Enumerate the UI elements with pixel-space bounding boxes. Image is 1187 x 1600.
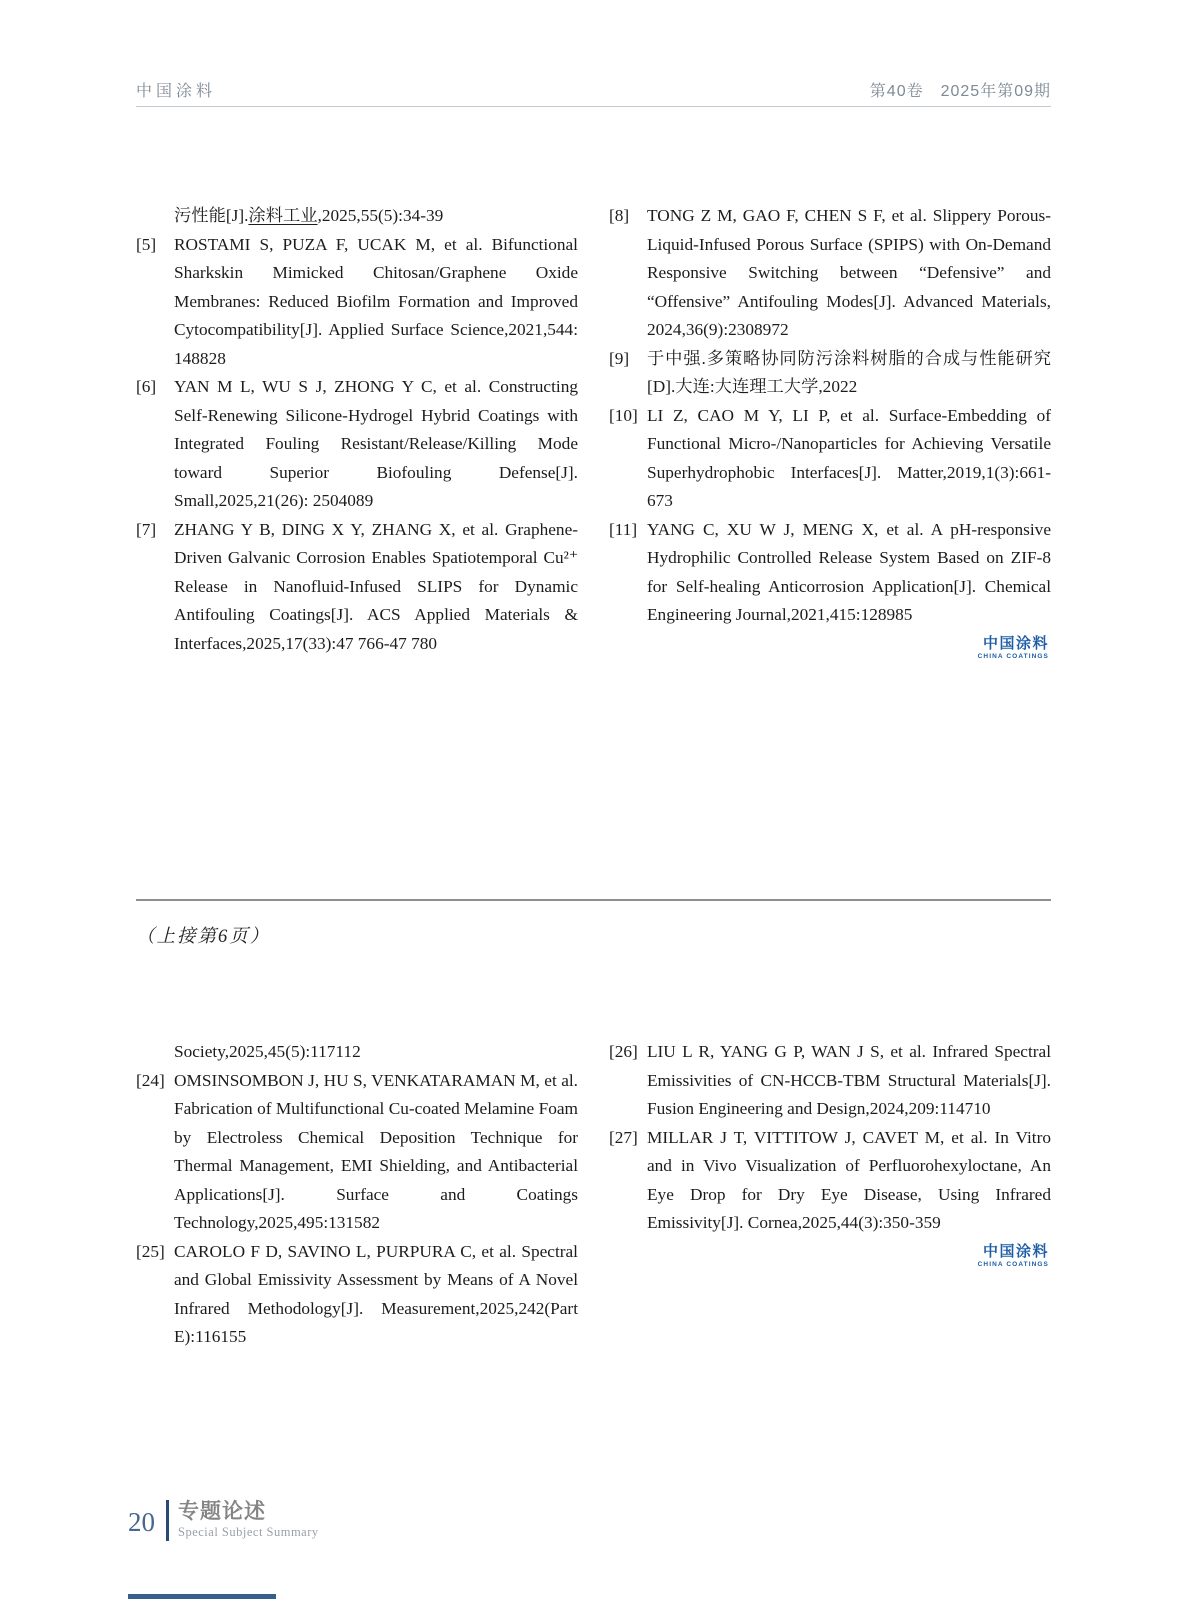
reference-number: [10] xyxy=(609,405,638,425)
logo-zh-text: 中国涂料 xyxy=(982,1242,1049,1260)
reference-item xyxy=(136,231,578,374)
reference-item xyxy=(136,1238,578,1352)
header-rule xyxy=(136,106,1051,107)
reference-number: [6] xyxy=(136,377,157,396)
china-coatings-logo xyxy=(609,635,1051,661)
continued-from-note: （上接第6页） xyxy=(136,927,271,947)
references-column-left xyxy=(136,1038,578,1352)
journal-name: 中国涂料 xyxy=(136,83,217,100)
references-column-right xyxy=(609,202,1051,661)
references-section-top xyxy=(136,202,1051,661)
reference-number: [27] xyxy=(609,1127,638,1147)
continuation-pre: 污性能[J]. xyxy=(174,206,249,225)
page-header xyxy=(136,78,1051,101)
reference-text: ROSTAMI S, PUZA F, UCAK M, et al. Bifunctional Sharkskin Mimicked Chitosan/Graphene Oxide Membranes: Reduced Biofilm Formation and Improved Cytocompatibility[J]. Applied Surface Science,2021,544: 148828 xyxy=(174,234,578,368)
reference-number: [25] xyxy=(136,1241,165,1261)
reference-text: TONG Z M, GAO F, CHEN S F, et al. Slippery Porous-Liquid-Infused Porous Surface (SPIPS) with On-Demand Responsive Switching between “Defensive” and “Offensive” Antifouling Modes[J]. Advanced Materials, 2024,36(9):2308972 xyxy=(647,206,1051,339)
continuation-line: Society,2025,45(5):117112 xyxy=(174,1042,361,1061)
reference-item xyxy=(609,1124,1051,1238)
journal-name-underlined: 涂料工业 xyxy=(248,206,318,225)
continuation-post: ,2025,55(5):34-39 xyxy=(317,206,444,225)
column-title-zh: 专题论述 xyxy=(178,1500,266,1523)
reference-number: [8] xyxy=(609,206,630,225)
reference-text: LIU L R, YANG G P, WAN J S, et al. Infrared Spectral Emissivities of CN-HCCB-TBM Structural Materials[J]. Fusion Engineering and Design,2024,209:114710 xyxy=(647,1042,1051,1118)
references-section-bottom xyxy=(136,1038,1051,1352)
reference-text: MILLAR J T, VITTITOW J, CAVET M, et al. In Vitro and in Vivo Visualization of Perfluorohexyloctane, An Eye Drop for Dry Eye Disease, Using Infrared Emissivity[J]. Cornea,2025,44(3):350-359 xyxy=(647,1127,1051,1232)
reference-number: [5] xyxy=(136,234,157,254)
issue-info: 第40卷 2025年第09期 xyxy=(869,83,1051,100)
reference-number: [26] xyxy=(609,1042,638,1061)
reference-text: LI Z, CAO M Y, LI P, et al. Surface-Embedding of Functional Micro-/Nanoparticles for Achieving Versatile Superhydrophobic Interfaces[J]. Matter,2019,1(3):661-673 xyxy=(647,405,1051,510)
logo-en-text: CHINA COATINGS xyxy=(977,1260,1049,1268)
reference-text: OMSINSOMBON J, HU S, VENKATARAMAN M, et al. Fabrication of Multifunctional Cu-coated Melamine Foam by Electroless Chemical Deposition Technique for Thermal Management, EMI Shielding, and Antibacterial Applications[J]. Surface and Coatings Technology,2025,495:131582 xyxy=(174,1070,578,1232)
column-title-en: Special Subject Summary xyxy=(178,1525,319,1539)
footer-titles xyxy=(178,1500,319,1541)
reference-item xyxy=(609,202,1051,345)
reference-number: [9] xyxy=(609,348,630,368)
references-column-right xyxy=(609,1038,1051,1352)
section-divider xyxy=(136,899,1051,901)
reference-text: YANG C, XU W J, MENG X, et al. A pH-responsive Hydrophilic Controlled Release System Based on ZIF-8 for Self-healing Anticorrosion Application[J]. Chemical Engineering Journal,2021,415:128985 xyxy=(647,519,1051,624)
reference-number: [24] xyxy=(136,1070,165,1090)
reference-text: CAROLO F D, SAVINO L, PURPURA C, et al. Spectral and Global Emissivity Assessment by Means of A Novel Infrared Methodology[J]. Measurement,2025,242(Part E):116155 xyxy=(174,1241,578,1346)
china-coatings-logo xyxy=(609,1243,1051,1269)
footer xyxy=(128,1500,319,1541)
logo-en-text: CHINA COATINGS xyxy=(977,652,1049,660)
reference-item xyxy=(609,345,1051,402)
page-number: 20 xyxy=(128,1507,155,1537)
reference-item xyxy=(609,516,1051,630)
reference-text: 于中强.多策略协同防污涂料树脂的合成与性能研究[D].大连:大连理工大学,2022 xyxy=(647,348,1051,396)
reference-text: YAN M L, WU S J, ZHONG Y C, et al. Constructing Self-Renewing Silicone-Hydrogel Hybrid Coatings with Integrated Fouling Resistant/Release/Killing Mode toward Superior Biofouling Defense[J]. Small,2025,21(26): 2504089 xyxy=(174,377,578,510)
reference-number: [11] xyxy=(609,519,638,539)
reference-item xyxy=(609,1038,1051,1124)
bottom-accent-line xyxy=(128,1594,276,1599)
reference-text: ZHANG Y B, DING X Y, ZHANG X, et al. Graphene-Driven Galvanic Corrosion Enables Spatiotemporal Cu²⁺ Release in Nanofluid-Infused SLIPS for Dynamic Antifouling Coatings[J]. ACS Applied Materials & Interfaces,2025,17(33):47 766-47 780 xyxy=(174,519,578,653)
references-column-left xyxy=(136,202,578,661)
footer-divider-bar xyxy=(166,1500,169,1541)
reference-number: [7] xyxy=(136,519,157,539)
reference-item xyxy=(609,402,1051,516)
reference-item xyxy=(136,373,578,516)
reference-item xyxy=(136,516,578,659)
logo-zh-text: 中国涂料 xyxy=(982,634,1049,652)
reference-item xyxy=(136,1067,578,1238)
continuation-line xyxy=(136,202,578,231)
